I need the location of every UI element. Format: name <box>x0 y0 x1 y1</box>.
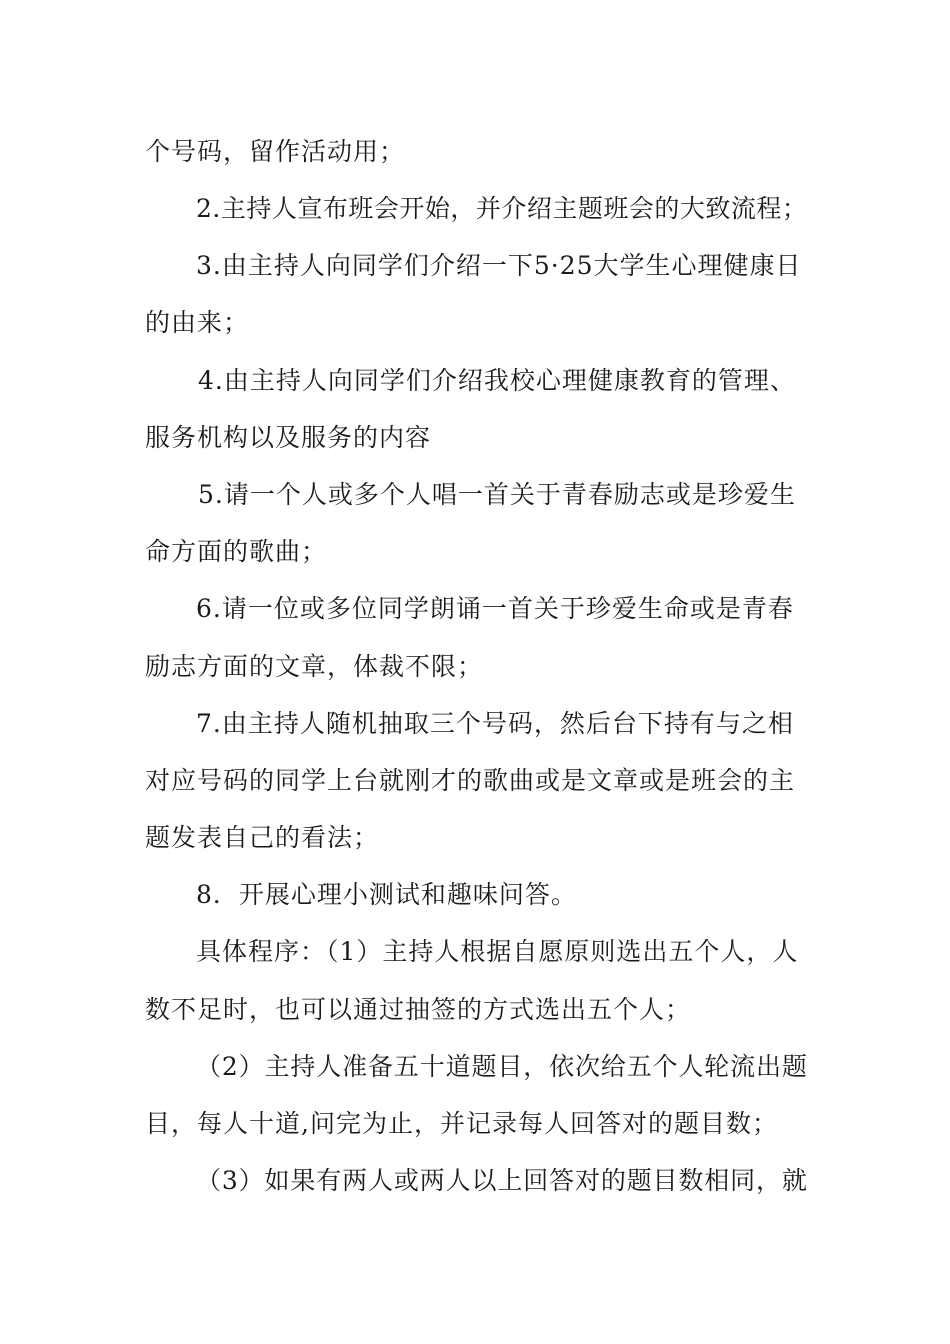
text-line: （3）如果有两人或两人以上回答对的题目数相同，就 <box>196 1166 808 1195</box>
text-line: 题发表自己的看法； <box>145 823 380 852</box>
text-line: 4.由主持人向同学们介绍我校心理健康教育的管理、 <box>198 366 796 395</box>
text-line: 2.主持人宣布班会开始，并介绍主题班会的大致流程； <box>196 194 808 223</box>
text-line: （2）主持人准备五十道题目，依次给五个人轮流出题 <box>196 1052 808 1081</box>
text-line: 对应号码的同学上台就刚才的歌曲或是文章或是班会的主 <box>145 766 796 795</box>
text-line: 目，每人十道,问完为止，并记录每人回答对的题目数； <box>145 1109 778 1138</box>
text-line: 5.请一个人或多个人唱一首关于青春励志或是珍爱生 <box>198 480 796 509</box>
text-line: 7.由主持人随机抽取三个号码，然后台下持有与之相 <box>196 709 794 738</box>
text-line: 励志方面的文章，体裁不限； <box>145 652 484 681</box>
text-line: 命方面的歌曲； <box>145 537 328 566</box>
text-line: 数不足时，也可以通过抽签的方式选出五个人； <box>145 995 692 1024</box>
text-line: 3.由主持人向同学们介绍一下5·25大学生心理健康日 <box>196 251 802 280</box>
text-line: 个号码，留作活动用； <box>145 137 406 166</box>
text-line: 6.请一位或多位同学朗诵一首关于珍爱生命或是青春 <box>196 594 794 623</box>
text-line: 的由来； <box>145 308 250 337</box>
text-line: 8．开展心理小测试和趣味问答。 <box>196 880 577 909</box>
text-line: 具体程序：（1）主持人根据自愿原则选出五个人，人 <box>196 937 799 966</box>
text-line: 服务机构以及服务的内容 <box>145 423 432 452</box>
